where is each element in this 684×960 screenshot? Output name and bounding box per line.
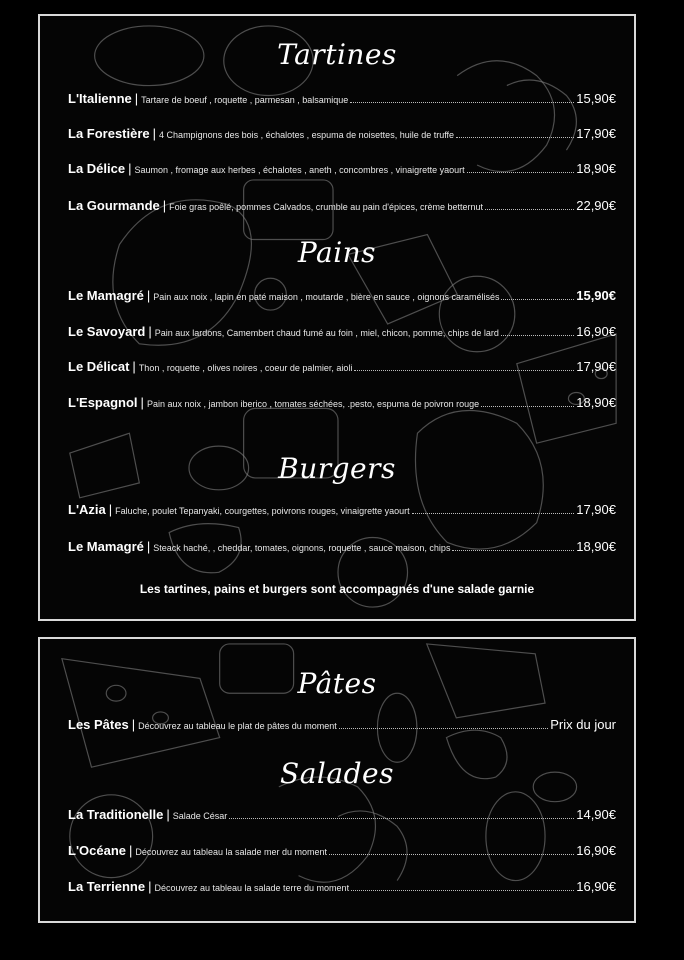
dot-leader [339, 728, 549, 729]
section-title-salades: Salades [280, 757, 394, 790]
menu-item-terrienne: La Terrienne | Découvrez au tableau la salade terre du moment 16,90€ [68, 879, 616, 894]
item-price: 17,90€ [576, 126, 616, 141]
menu-item-traditionelle: La Traditionelle | Salade César 14,90€ [68, 807, 616, 822]
menu-panel-bottom [38, 637, 636, 923]
menu-item-pates: Les Pâtes | Découvrez au tableau le plat de pâtes du moment Prix du jour [68, 717, 616, 732]
dot-leader [351, 890, 574, 891]
item-description: Thon , roquette , olives noires , coeur de palmier, aioli [138, 363, 353, 373]
item-description: Foie gras poêlé, pommes Calvados, crumble au pain d'épices, crème betternut [169, 202, 484, 212]
item-description: Pain aux noix , jambon iberico , tomates séchées, .pesto, espuma de poivron rouge [146, 399, 480, 409]
menu-item-mamagre-burger: Le Mamagré | Steack haché, , cheddar, tomates, oignons, roquette , sauce maison, chips 18,90€ [68, 539, 616, 554]
side-salad-note: Les tartines, pains et burgers sont accompagnés d'une salade garnie [139, 582, 535, 596]
item-name: Le Savoyard [68, 324, 146, 339]
menu-item-forestiere: La Forestière | 4 Champignons des bois , échalotes , espuma de noisettes, huile de truffe 17,90€ [68, 126, 616, 141]
menu-item-azia: L'Azia | Faluche, poulet Tepanyaki, courgettes, poivrons rouges, vinaigrette yaourt 17,90€ [68, 502, 616, 517]
item-name: Les Pâtes [68, 717, 129, 732]
menu-item-gourmande: La Gourmande | Foie gras poêlé, pommes Calvados, crumble au pain d'épices, crème betternut 22,90€ [68, 198, 616, 213]
item-price: 18,90€ [576, 161, 616, 176]
item-price: 17,90€ [576, 359, 616, 374]
item-price: 17,90€ [576, 502, 616, 517]
item-description: Faluche, poulet Tepanyaki, courgettes, poivrons rouges, vinaigrette yaourt [115, 506, 410, 516]
menu-item-delicat: Le Délicat | Thon , roquette , olives noires , coeur de palmier, aioli 17,90€ [68, 359, 616, 374]
item-description: Steack haché, , cheddar, tomates, oignons, roquette , sauce maison, chips [153, 543, 451, 553]
item-price: 18,90€ [576, 395, 616, 410]
item-name: Le Mamagré [68, 288, 144, 303]
item-description: Saumon , fromage aux herbes , échalotes , aneth , concombres , vinaigrette yaourt [134, 165, 465, 175]
dot-leader [481, 406, 574, 407]
dot-leader [329, 854, 574, 855]
section-title-tartines: Tartines [277, 38, 397, 71]
dot-leader [501, 299, 574, 300]
item-description: Découvrez au tableau le plat de pâtes du moment [138, 721, 337, 731]
menu-item-espagnol: L'Espagnol | Pain aux noix , jambon iberico , tomates séchées, .pesto, espuma de poivron rouge 18,90€ [68, 395, 616, 410]
item-name: La Terrienne [68, 879, 146, 894]
item-price: 16,90€ [576, 324, 616, 339]
menu-item-delice: La Délice | Saumon , fromage aux herbes , échalotes , aneth , concombres , vinaigrette yaourt 18,90€ [68, 161, 616, 176]
dot-leader [412, 513, 575, 514]
menu-item-italienne: L'Italienne | Tartare de boeuf , roquette , parmesan , balsamique 15,90€ [68, 91, 616, 106]
item-description: Découvrez au tableau la salade terre du moment [154, 883, 350, 893]
menu-item-oceane: L'Océane | Découvrez au tableau la salade mer du moment 16,90€ [68, 843, 616, 858]
item-price: 15,90€ [576, 288, 616, 303]
item-price: 22,90€ [576, 198, 616, 213]
item-price: 18,90€ [576, 539, 616, 554]
item-name: L'Espagnol [68, 395, 138, 410]
section-title-pains: Pains [297, 236, 377, 269]
menu-item-savoyard: Le Savoyard | Pain aux lardons, Camembert chaud fumé au foin , miel, chicon, pomme, chips de lard 16,90€ [68, 324, 616, 339]
item-price: Prix du jour [550, 717, 616, 732]
section-title-pates: Pâtes [297, 667, 377, 700]
item-description: 4 Champignons des bois , échalotes , espuma de noisettes, huile de truffe [159, 130, 455, 140]
menu-item-mamagre-pain: Le Mamagré | Pain aux noix , lapin en paté maison , moutarde , bière en sauce , oignons caramélisés 15,90€ [68, 288, 616, 303]
menu-panel-top [38, 14, 636, 621]
item-name: Le Délicat [68, 359, 130, 374]
dot-leader [229, 818, 574, 819]
item-price: 16,90€ [576, 879, 616, 894]
item-name: L'Azia [68, 502, 106, 517]
dot-leader [485, 209, 574, 210]
dot-leader [467, 172, 575, 173]
item-name: La Délice [68, 161, 126, 176]
item-name: L'Italienne [68, 91, 132, 106]
dot-leader [350, 102, 574, 103]
item-name: L'Océane [68, 843, 127, 858]
item-price: 16,90€ [576, 843, 616, 858]
dot-leader [354, 370, 574, 371]
dot-leader [456, 137, 574, 138]
item-price: 15,90€ [576, 91, 616, 106]
item-description: Pain aux lardons, Camembert chaud fumé au foin , miel, chicon, pomme, chips de lard [154, 328, 499, 338]
item-description: Pain aux noix , lapin en paté maison , moutarde , bière en sauce , oignons caramélisés [153, 292, 500, 302]
dot-leader [501, 335, 574, 336]
item-description: Découvrez au tableau la salade mer du moment [135, 847, 328, 857]
dot-leader [452, 550, 574, 551]
item-name: La Gourmande [68, 198, 160, 213]
item-name: La Traditionelle [68, 807, 164, 822]
item-name: Le Mamagré [68, 539, 144, 554]
item-price: 14,90€ [576, 807, 616, 822]
section-title-burgers: Burgers [278, 452, 396, 485]
item-name: La Forestière [68, 126, 150, 141]
item-description: Salade César [172, 811, 228, 821]
item-description: Tartare de boeuf , roquette , parmesan , balsamique [141, 95, 349, 105]
